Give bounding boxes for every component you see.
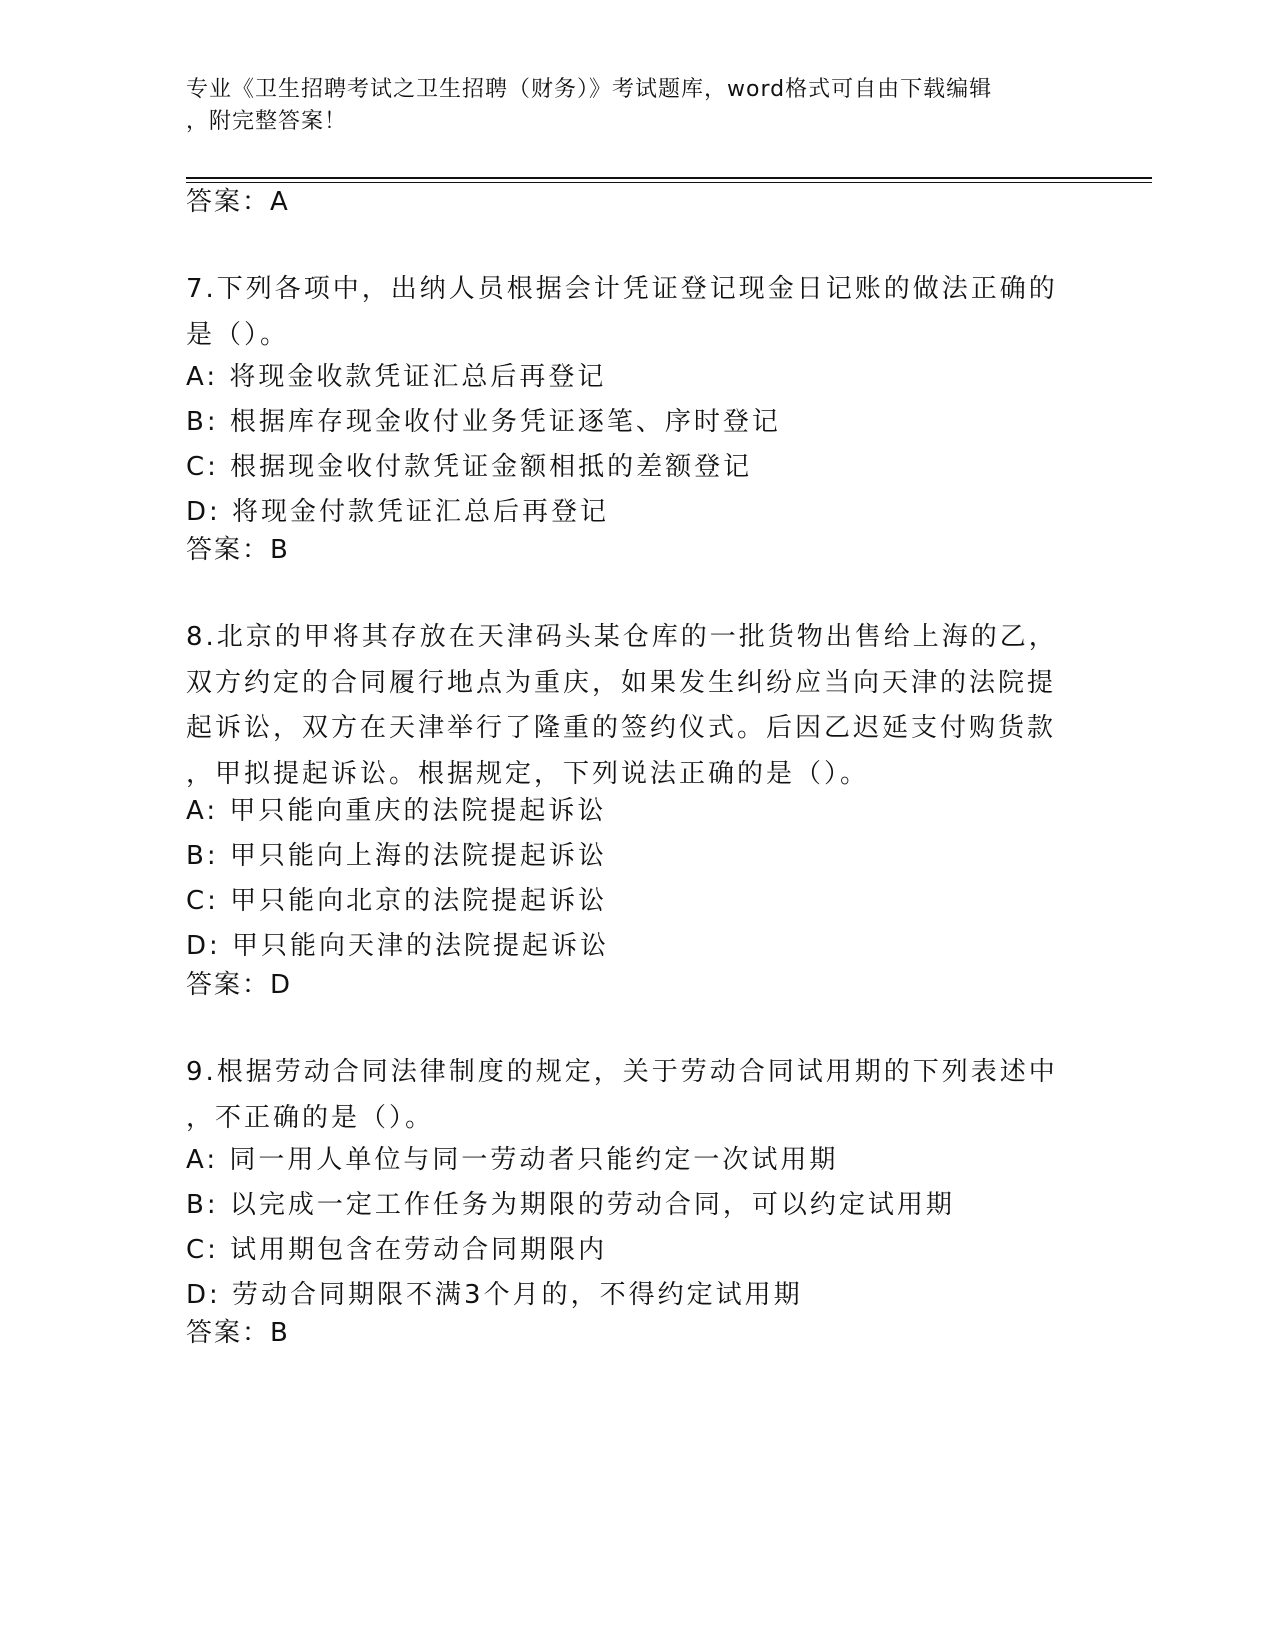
question-9-option-b: B: 以完成一定工作任务为期限的劳动合同，可以约定试用期 xyxy=(186,1190,955,1220)
question-8-answer: 答案：D xyxy=(186,970,293,1000)
page-header xyxy=(186,74,1086,138)
question-8-options xyxy=(186,789,1086,969)
question-7-options xyxy=(186,355,1086,535)
question-8-option-c: C: 甲只能向北京的法院提起诉讼 xyxy=(186,886,608,916)
question-9-stem-line-2: ，不正确的是（）。 xyxy=(186,1102,435,1133)
question-9-option-c: C: 试用期包含在劳动合同期限内 xyxy=(186,1235,608,1265)
question-9-answer: 答案：B xyxy=(186,1318,290,1348)
question-7-stem-line-1: 7.下列各项中，出纳人员根据会计凭证登记现金日记账的做法正确的 xyxy=(186,274,1058,304)
header-rule-thick xyxy=(186,177,1152,179)
question-9-option-a: A: 同一用人单位与同一劳动者只能约定一次试用期 xyxy=(186,1145,839,1175)
question-8-option-d: D: 甲只能向天津的法院提起诉讼 xyxy=(186,931,610,961)
answer-prev: 答案：A xyxy=(186,187,290,217)
question-9-option-d: D: 劳动合同期限不满3个月的，不得约定试用期 xyxy=(186,1280,803,1310)
question-7-option-c: C: 根据现金收付款凭证金额相抵的差额登记 xyxy=(186,452,753,482)
question-8-option-a: A: 甲只能向重庆的法院提起诉讼 xyxy=(186,796,607,826)
question-9-stem xyxy=(186,1050,1086,1141)
question-8-stem xyxy=(186,615,1086,797)
question-8-option-b: B: 甲只能向上海的法院提起诉讼 xyxy=(186,841,607,871)
question-7-stem xyxy=(186,267,1086,358)
question-8-stem-line-4: ，甲拟提起诉讼。根据规定，下列说法正确的是（）。 xyxy=(186,758,870,789)
header-rule-thin xyxy=(186,182,1152,183)
question-9-stem-line-1: 9.根据劳动合同法律制度的规定，关于劳动合同试用期的下列表述中 xyxy=(186,1057,1058,1087)
question-9-options xyxy=(186,1138,1086,1318)
header-line-1: 专业《卫生招聘考试之卫生招聘（财务）》考试题库，word格式可自由下载编辑 xyxy=(186,77,993,102)
question-7-option-d: D: 将现金付款凭证汇总后再登记 xyxy=(186,497,610,527)
question-8-stem-line-1: 8.北京的甲将其存放在天津码头某仓库的一批货物出售给上海的乙， xyxy=(186,622,1058,652)
question-7-answer: 答案：B xyxy=(186,535,290,565)
question-7-stem-line-2: 是（）。 xyxy=(186,319,290,350)
question-7-option-a: A: 将现金收款凭证汇总后再登记 xyxy=(186,362,607,392)
question-8-stem-line-3: 起诉讼，双方在天津举行了隆重的签约仪式。后因乙迟延支付购货款 xyxy=(186,713,1057,743)
question-8-stem-line-2: 双方约定的合同履行地点为重庆，如果发生纠纷应当向天津的法院提 xyxy=(186,667,1057,698)
question-7-option-b: B: 根据库存现金收付业务凭证逐笔、序时登记 xyxy=(186,407,781,437)
header-line-2: ，附完整答案！ xyxy=(186,109,348,134)
